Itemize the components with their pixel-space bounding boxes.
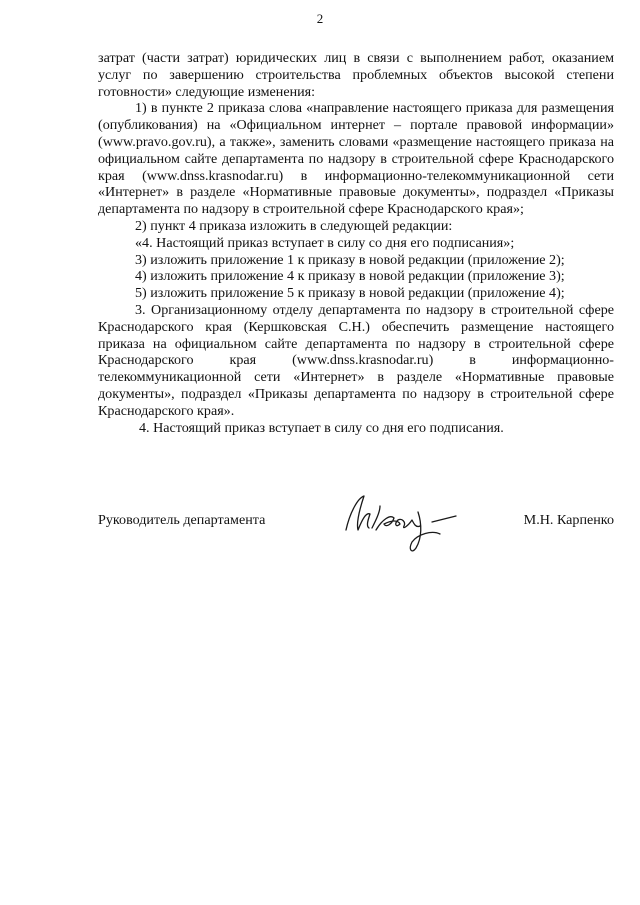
page-number: 2: [316, 11, 324, 26]
document-body: [98, 50, 614, 436]
signatory-title: Руководитель департамента: [98, 512, 266, 528]
signature-block: [98, 512, 614, 572]
signatory-name: М.Н. Карпенко: [523, 512, 614, 528]
paragraph-point-3: 3. Организационному отделу департамента по надзору в строительной сфере Краснодарского края (Кершковская С.Н.) обеспечить размещение настоящего приказа на официальном сайте департамента по надзору в строительной сфере Краснодарского края (www.dnss.krasnodar.ru) в информационно-телекоммуникационной сети «Интернет» в разделе «Нормативные правовые документы», подраздел «Приказы департамента по надзору в строительной сфере Краснодарского края».: [98, 301, 614, 419]
paragraph-item-3: 3) изложить приложение 1 к приказу в новой редакции (приложение 2);: [135, 251, 565, 268]
paragraph-item-1: 1) в пункте 2 приказа слова «направление настоящего приказа для размещения (опубликования) на «Официальном интернет – портале правовой информации» (www.pravo.gov.ru), а также», заменить словами «размещение настоящего приказа на официальном сайте департамента по надзору в строительной сфере Краснодарского края (www.dnss.krasnodar.ru) в информационно-телекоммуникационной сети «Интернет» в разделе «Нормативные правовые документы», подраздел «Приказы департамента по надзору в строительной сфере Краснодарского края»;: [98, 100, 614, 218]
handwritten-signature: [336, 490, 468, 556]
paragraph-item-4: 4) изложить приложение 4 к приказу в новой редакции (приложение 3);: [135, 268, 565, 285]
paragraph-point-4: 4. Настоящий приказ вступает в силу со дня его подписания.: [139, 419, 504, 436]
paragraph-intro-continuation: затрат (части затрат) юридических лиц в связи с выполнением работ, оказанием услуг по завершению строительства проблемных объектов высокой степени готовности» следующие изменения:: [98, 50, 614, 100]
paragraph-item-2-quote: «4. Настоящий приказ вступает в силу со дня его подписания»;: [135, 234, 515, 251]
paragraph-item-5: 5) изложить приложение 5 к приказу в новой редакции (приложение 4);: [135, 285, 565, 302]
paragraph-item-2: 2) пункт 4 приказа изложить в следующей редакции:: [135, 217, 453, 234]
